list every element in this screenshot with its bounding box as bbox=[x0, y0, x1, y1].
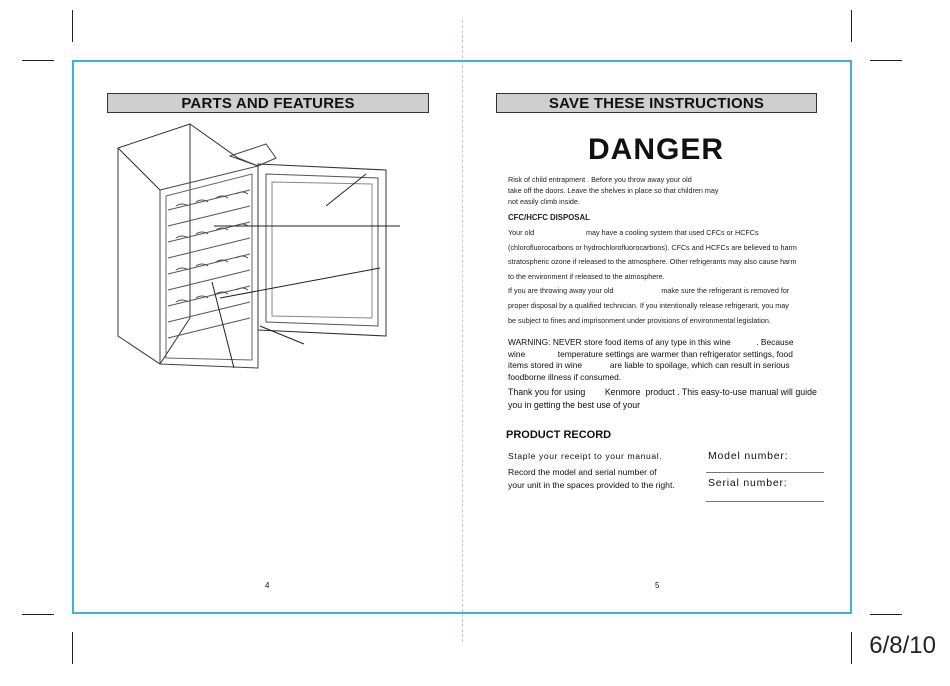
text-line: wine temperature settings are warmer than refrigerator settings, food bbox=[508, 348, 793, 359]
page-number-right: 5 bbox=[655, 581, 660, 590]
danger-title: DANGER bbox=[587, 133, 724, 166]
text-line: stratospheric ozone if released to the atmosphere. Other refrigerants may also cause harm bbox=[508, 257, 797, 267]
product-record-heading: PRODUCT RECORD bbox=[506, 429, 612, 441]
text-line: not easily climb inside. bbox=[508, 197, 580, 206]
disposal-text bbox=[508, 226, 797, 328]
text-line: Risk of child entrapment . Before you throw away your old bbox=[508, 175, 692, 184]
text-line: Your old may have a cooling system that used CFCs or HCFCs bbox=[508, 228, 759, 237]
date-stamp: 6/8/10 bbox=[869, 632, 936, 659]
warning-text bbox=[508, 337, 793, 383]
page-number-left: 4 bbox=[265, 581, 270, 590]
wine-cooler-illustration bbox=[108, 118, 418, 378]
text-line: your unit in the spaces provided to the right. bbox=[508, 480, 675, 490]
text-line: proper disposal by a qualified technician. If you intentionally release refrigerant, you may bbox=[508, 300, 789, 310]
text-line: to the environment if released to the atmosphere. bbox=[508, 271, 665, 281]
crop-mark bbox=[72, 10, 73, 42]
staple-instruction: Staple your receipt to your manual. bbox=[508, 451, 663, 461]
crop-mark bbox=[870, 60, 902, 61]
wine-cooler-drawing bbox=[108, 118, 418, 378]
text-line: If you are throwing away your old make sure the refrigerant is removed for bbox=[508, 286, 790, 296]
text-line: items stored in wine are liable to spoilage, which can result in serious bbox=[508, 360, 790, 370]
parts-header: PARTS AND FEATURES bbox=[107, 93, 429, 113]
crop-mark bbox=[851, 10, 852, 42]
text-line: (chlorofluorocarbons or hydrochlorofluorocarbons). CFCs and HCFCs are believed to harm bbox=[508, 242, 797, 252]
text-line: foodborne illness if consumed. bbox=[508, 371, 622, 382]
crop-mark bbox=[851, 632, 852, 664]
thanks-text bbox=[508, 386, 817, 412]
crop-mark bbox=[870, 614, 902, 615]
text-line: Record the model and serial number of bbox=[508, 467, 657, 477]
serial-number-label: Serial number: bbox=[708, 477, 788, 489]
danger-text bbox=[508, 174, 718, 207]
text-line: be subject to fines and imprisonment under provisions of environmental legislation. bbox=[508, 315, 771, 325]
disposal-heading: CFC/HCFC DISPOSAL bbox=[508, 213, 590, 222]
text-line: WARNING: NEVER store food items of any type in this wine . Because bbox=[508, 337, 794, 347]
crop-mark bbox=[22, 60, 54, 61]
model-number-label: Model number: bbox=[708, 450, 789, 462]
text-line: you in getting the best use of your bbox=[508, 400, 641, 410]
record-instruction bbox=[508, 466, 675, 492]
serial-number-field[interactable] bbox=[706, 501, 824, 502]
text-line: take off the doors. Leave the shelves in place so that children may bbox=[508, 186, 719, 195]
crop-mark bbox=[22, 614, 54, 615]
model-number-field[interactable] bbox=[706, 472, 824, 473]
save-instructions-header: SAVE THESE INSTRUCTIONS bbox=[496, 93, 817, 113]
text-line: Thank you for using Kenmore product . This easy-to-use manual will guide bbox=[508, 387, 817, 397]
crop-mark bbox=[72, 632, 73, 664]
